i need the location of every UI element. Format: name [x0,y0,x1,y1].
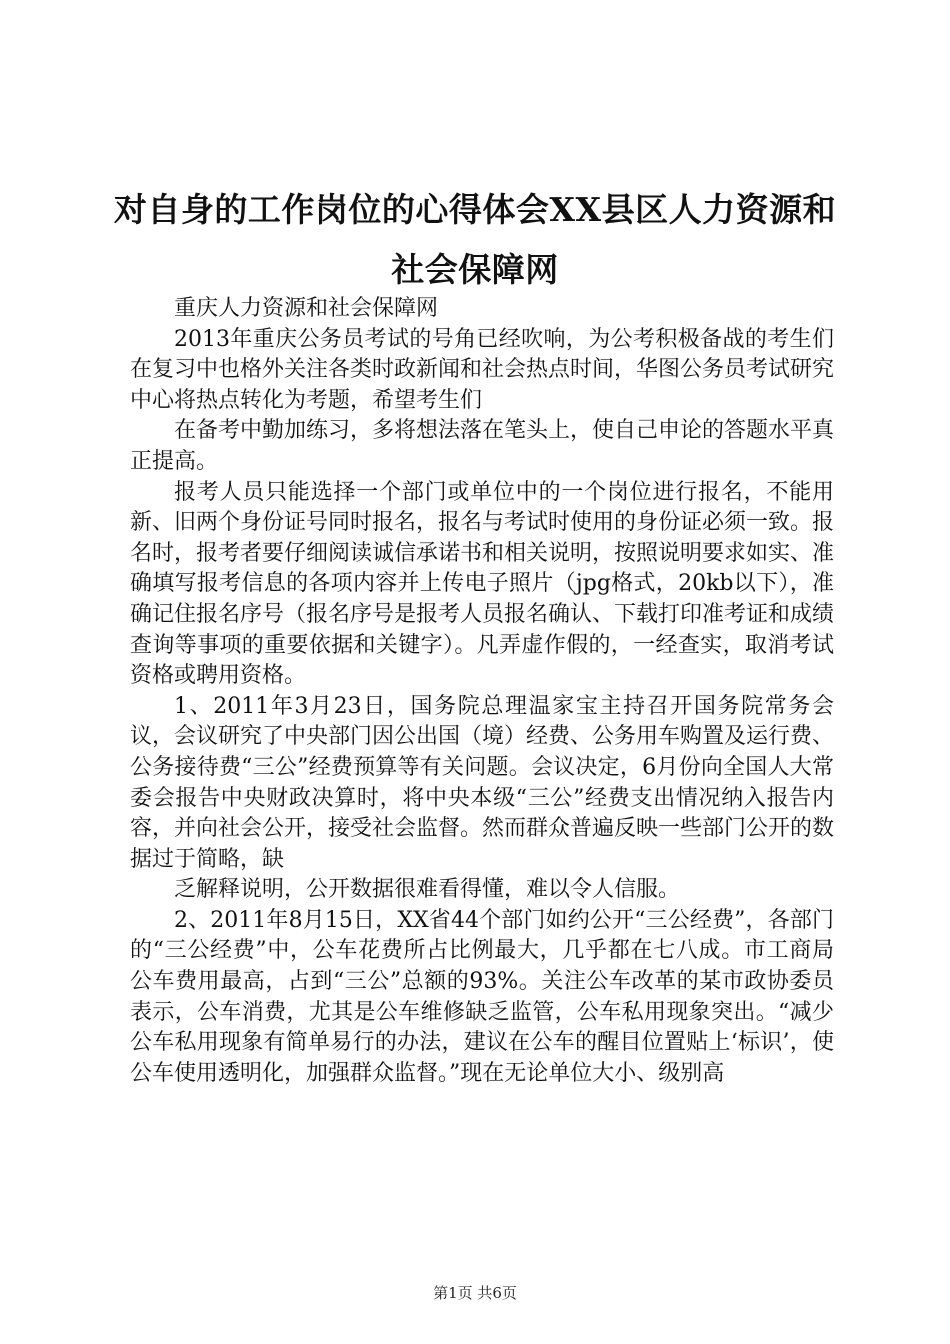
paragraph-registration: 报考人员只能选择一个部门或单位中的一个岗位进行报名，不能用新、旧两个身份证号同时报名，报名与考试时使用的身份证必须一致。报名时，报考者要仔细阅读诚信承诺书和相关说明，按照说明要求如实、准确填写报考信息的各项内容并上传电子照片（jpg格式，20kb以下），准确记住报名序号（报名序号是报考人员报名确认、下载打印准考证和成绩查询等事项的重要依据和关键字）。凡弄虚作假的，一经查实，取消考试资格或聘用资格。 [130,479,835,689]
paragraph-practice: 在备考中勤加练习，多将想法落在笔头上，使自己申论的答题水平真正提高。 [130,418,835,474]
document-title: 对自身的工作岗位的心得体会XX县区人力资源和社会保障网 [113,190,837,289]
paragraph-intro: 2013年重庆公务员考试的号角已经吹响，为公考积极备战的考生们在复习中也格外关注各类时政新闻和社会热点时间，华图公务员考试研究中心将热点转化为考题，希望考生们 [130,326,835,413]
paragraph-source: 重庆人力资源和社会保障网 [174,296,439,321]
document-body [130,294,834,1089]
paragraph-item-1-continued: 乏解释说明，公开数据很难看得懂，难以令人信服。 [174,877,681,903]
page-footer: 第1页 共6页 [433,1284,517,1302]
paragraph-item-2: 2、2011年8月15日，XX省44个部门如约公开“三公经费”，各部门的“三公经费”中，公车花费所占比例最大，几乎都在七八成。市工商局公车费用最高，占到“三公”总额的93%。关注公车改革的某市政协委员表示，公车消费，尤其是公车维修缺乏监管，公车私用现象突出。“减少公车私用现象有简单易行的办法，建议在公车的醒目位置贴上‘标识’，使公车使用透明化，加强群众监督。”现在无论单位大小、级别高 [130,907,834,1086]
paragraph-item-1: 1、2011年3月23日，国务院总理温家宝主持召开国务院常务会议，会议研究了中央部门因公出国（境）经费、公务用车购置及运行费、公务接待费“三公”经费预算等有关问题。会议决定，6月份向全国人大常委会报告中央财政决算时，将中央本级“三公”经费支出情况纳入报告内容，并向社会公开，接受社会监督。然而群众普遍反映一些部门公开的数据过于简略，缺 [130,693,835,872]
